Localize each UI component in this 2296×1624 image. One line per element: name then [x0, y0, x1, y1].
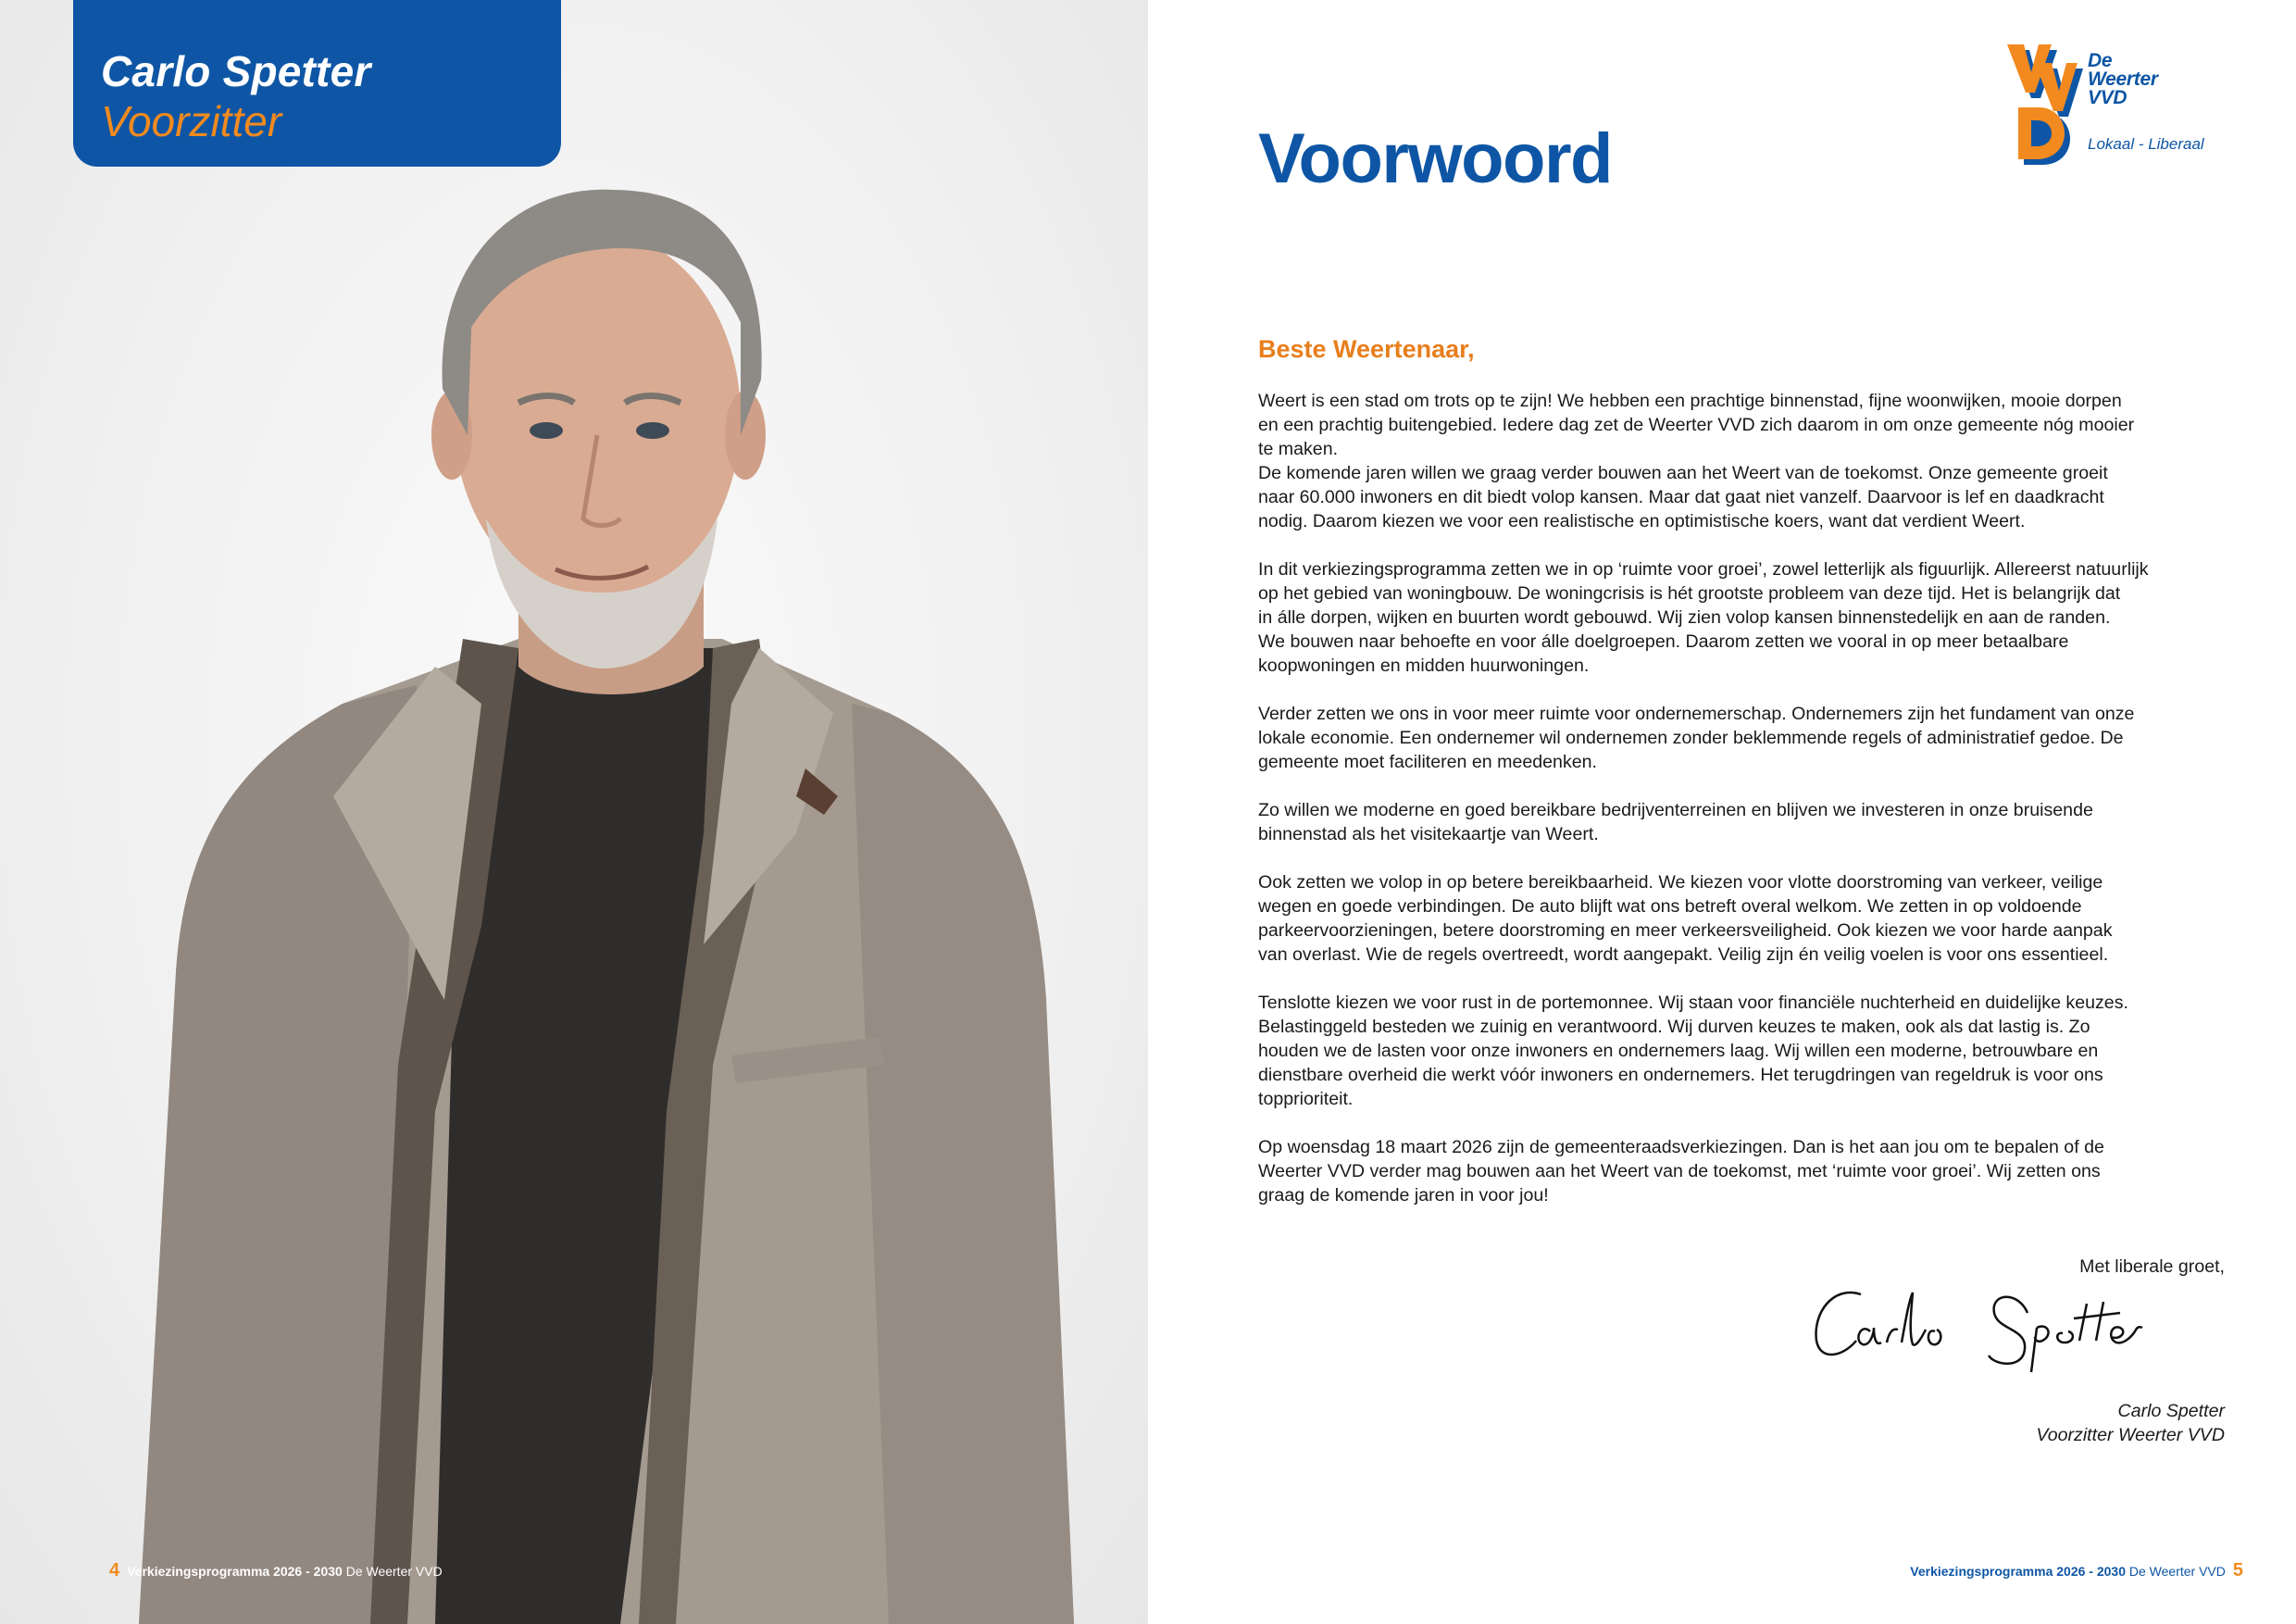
signatory-name: Carlo Spetter [2117, 1401, 2225, 1421]
footer-party-right: De Weerter VVD [2128, 1564, 2226, 1579]
handwritten-signature [1805, 1276, 2176, 1378]
vvd-logo-mark [2003, 43, 2083, 165]
paragraph: Ook zetten we volop in op betere bereikbaarheid. We kiezen voor vlotte doorstroming van verkeer, veilige wegen en goede verbindingen. De auto blijft wat ons betreft overal welkom. We zetten in op voldoende parkeervoorzieningen, betere doorstroming en meer verkeersveiligheid. Ook kiezen we voor harde aanpak van overlast. Wie de regels overtreedt, wordt aangepakt. Veilig zijn én veilig voelen is voor ons essentieel. [1258, 872, 2113, 965]
paragraph: Zo willen we moderne en goed bereikbare bedrijventerreinen en blijven we investeren in onze bruisende binnenstad als het visitekaartje van Weert. [1258, 800, 2093, 844]
person-role: Voorzitter [101, 97, 282, 145]
logo-line-vvd: VVD [2088, 87, 2128, 108]
page-title: Voorwoord [1258, 119, 1612, 198]
footer-party-left: De Weerter VVD [345, 1564, 443, 1579]
footer-left [109, 1560, 443, 1581]
closing-line: Met liberale groet, [2079, 1256, 2225, 1277]
footer-right [1910, 1560, 2243, 1581]
signatory-title: Voorzitter Weerter VVD [2036, 1425, 2225, 1445]
footer-publication-left: Verkiezingsprogramma 2026 - 2030 [127, 1564, 343, 1579]
greeting: Beste Weertenaar, [1258, 335, 1475, 363]
paragraph: Weert is een stad om trots op te zijn! We hebben een prachtige binnenstad, fijne woonwijken, mooie dorpen en een prachtig buitengebied. Iedere dag zet de Weerter VVD zich daarom in om onze gemeente nóg mooier te maken. De komende jaren willen we graag verder bouwen aan het Weert van de toekomst. Onze gemeente groeit naar 60.000 inwoners en dit biedt volop kansen. Maar dat gaat niet vanzelf. Daarvoor is lef en daadkracht nodig. Daarom kiezen we voor een realistische en optimistische koers, want dat verdient Weert. [1258, 391, 2135, 531]
footer-publication-right: Verkiezingsprogramma 2026 - 2030 [1910, 1564, 2126, 1579]
paragraph: Verder zetten we ons in voor meer ruimte voor ondernemerschap. Ondernemers zijn het fundament van onze lokale economie. Een ondernemer wil ondernemen zonder beklemmende regels of administratief gedoe. De gemeente moet faciliteren en meedenken. [1258, 704, 2135, 772]
paragraph: Tenslotte kiezen we voor rust in de portemonnee. Wij staan voor financiële nuchterheid en duidelijke keuzes. Belastinggeld besteden we zuinig en verantwoord. Wij durven keuzes te maken, ook als dat lastig is. Zo houden we de lasten voor onze inwoners en ondernemers laag. Wij willen een moderne, betrouwbare en dienstbare overheid die werkt vóór inwoners en ondernemers. Het terugdringen van regeldruk is voor ons topprioriteit. [1258, 993, 2128, 1109]
name-card [73, 0, 561, 167]
logo-line-weerter: Weerter [2088, 69, 2158, 90]
page-number-left: 4 [109, 1560, 120, 1580]
logo-tagline: Lokaal - Liberaal [2088, 135, 2204, 153]
paragraph: Op woensdag 18 maart 2026 zijn de gemeenteraadsverkiezingen. Dan is het aan jou om te bepalen of de Weerter VVD verder mag bouwen aan het Weert van de toekomst, met ‘ruimte voor groei’. Wij zetten ons graag de komende jaren in voor jou! [1258, 1137, 2104, 1206]
paragraph: In dit verkiezingsprogramma zetten we in op ‘ruimte voor groei’, zowel letterlijk als figuurlijk. Allereerst natuurlijk op het gebied van woningbouw. De woningcrisis is hét grootste probleem van deze tijd. Het is belangrijk dat in álle dorpen, wijken en buurten wordt gebouwd. Wij zien volop kansen binnenstedelijk en aan de randen. We bouwen naar behoefte en voor álle doelgroepen. Daarom zetten we vooral in op meer betaalbare koopwoningen en midden huurwoningen. [1258, 559, 2149, 676]
logo-line-de: De [2088, 50, 2113, 71]
person-name: Carlo Spetter [101, 47, 371, 95]
page-number-right: 5 [2232, 1560, 2243, 1580]
right-page [1148, 0, 2296, 1624]
foreword-body [1258, 389, 2201, 1231]
party-logo [2003, 43, 2226, 172]
